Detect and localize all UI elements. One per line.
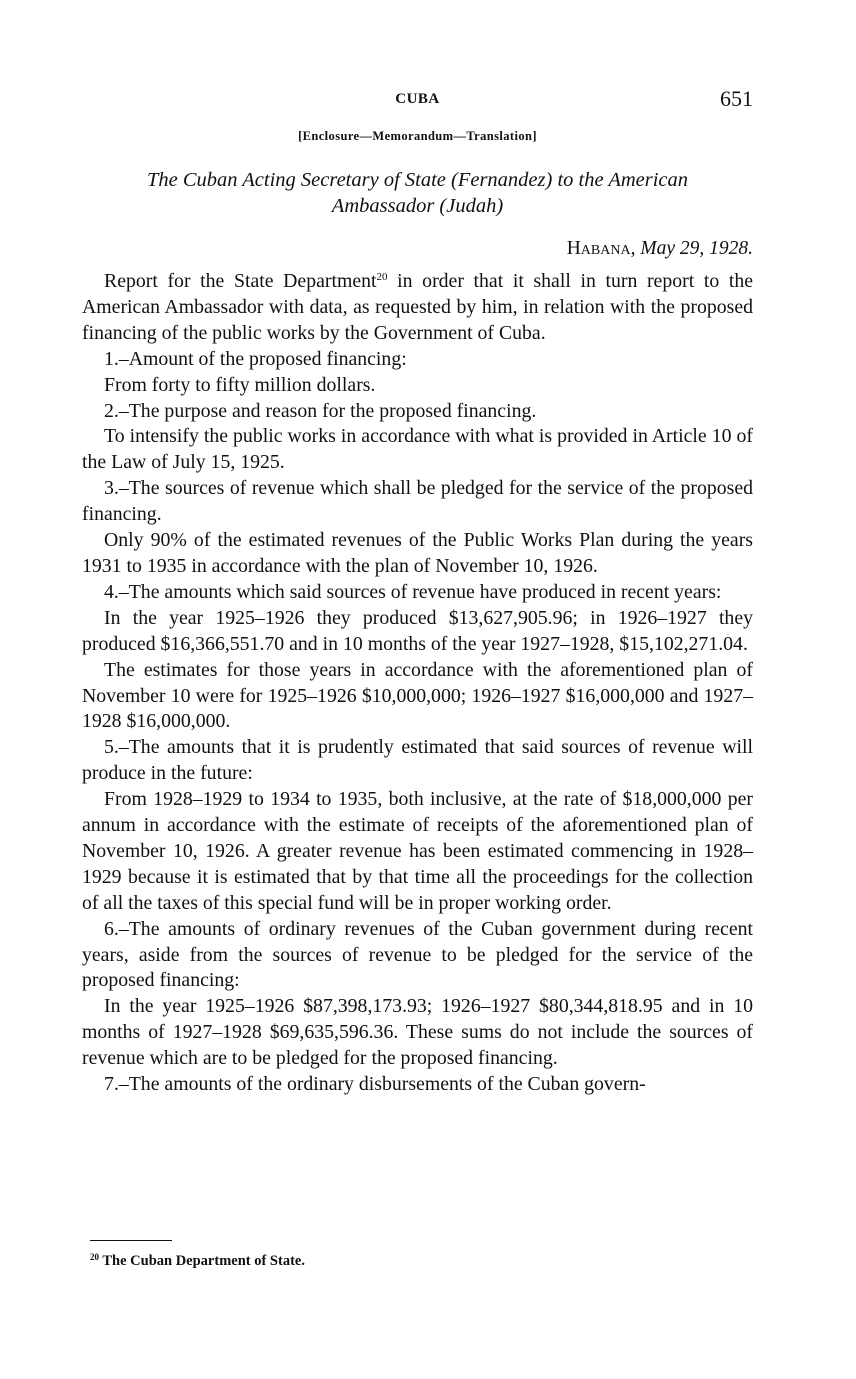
paragraph: In the year 1925–1926 $87,398,173.93; 1926–1927 $80,344,818.95 and in 10 months of 1927–1928 $69,635,596.36. These sums do not include the sources of revenue which are to be pledged for the proposed financing.	[82, 995, 753, 1070]
paragraph: From forty to fifty million dollars.	[104, 373, 376, 396]
footnote-reference: 20	[376, 271, 388, 283]
intro-text-end: in order that it shall in turn report to the American Ambassador with data, as requested by him, in relation with the proposed financing of the public works by the Government of Cuba.	[82, 270, 754, 344]
paragraph: In the year 1925–1926 they produced $13,627,905.96; in 1926–1927 they produced $16,366,551.70 and in 10 months of the year 1927–1928, $15,102,271.04.	[82, 606, 753, 655]
paragraph: 4.–The amounts which said sources of revenue have produced in recent years:	[104, 580, 722, 603]
page-number: 651	[720, 86, 753, 111]
paragraph: 1.–Amount of the proposed financing:	[104, 347, 407, 370]
dateline-date: May 29, 1928.	[640, 238, 753, 259]
footnote-marker: 20	[90, 1252, 99, 1262]
paragraph: 6.–The amounts of ordinary revenues of the Cuban government during recent years, aside from the sources of revenue to be pledged for the service of the proposed financing:	[82, 917, 753, 992]
paragraph: The estimates for those years in accordance with the aforementioned plan of November 10 were for 1925–1926 $10,000,000; 1926–1927 $16,000,000 and 1927–1928 $16,000,000.	[82, 658, 753, 733]
paragraph: To intensify the public works in accordance with what is provided in Article 10 of the Law of July 15, 1925.	[82, 425, 753, 474]
dateline	[567, 238, 753, 260]
heading-line-1: The Cuban Acting Secretary of State (Fernandez) to the American	[146, 169, 689, 191]
paragraph: From 1928–1929 to 1934 to 1935, both inclusive, at the rate of $18,000,000 per annum in accordance with the estimate of receipts of the aforementioned plan of November 10, 1926. A greater revenue has been estimated commencing in 1928–1929 because it is estimated that by that time all the proceedings for the collection of all the taxes of this special fund will be in proper working order.	[82, 788, 753, 914]
paragraph: Only 90% of the estimated revenues of the Public Works Plan during the years 1931 to 1935 in accordance with the plan of November 10, 1926.	[82, 529, 753, 577]
enclosure-label: [Enclosure—Memorandum—Translation]	[298, 129, 537, 143]
footnote-rule	[90, 1240, 172, 1241]
running-head	[82, 86, 753, 112]
memorandum-body	[82, 269, 753, 1098]
footnote-text: The Cuban Department of State.	[102, 1253, 305, 1269]
intro-paragraph	[82, 269, 753, 347]
paragraph: 7.–The amounts of the ordinary disbursements of the Cuban govern-	[104, 1073, 646, 1096]
heading-line-2: Ambassador (Judah)	[331, 195, 504, 217]
paragraph: 3.–The sources of revenue which shall be pledged for the service of the proposed financing.	[82, 477, 753, 526]
footnote	[90, 1252, 305, 1270]
dateline-place: Habana,	[566, 238, 636, 259]
intro-text-start: Report for the State Department	[104, 270, 377, 292]
running-title: CUBA	[395, 91, 440, 107]
paragraph: 2.–The purpose and reason for the proposed financing.	[104, 399, 537, 422]
paragraph: 5.–The amounts that it is prudently estimated that said sources of revenue will produce in the future:	[82, 736, 753, 785]
document-heading	[82, 167, 753, 219]
